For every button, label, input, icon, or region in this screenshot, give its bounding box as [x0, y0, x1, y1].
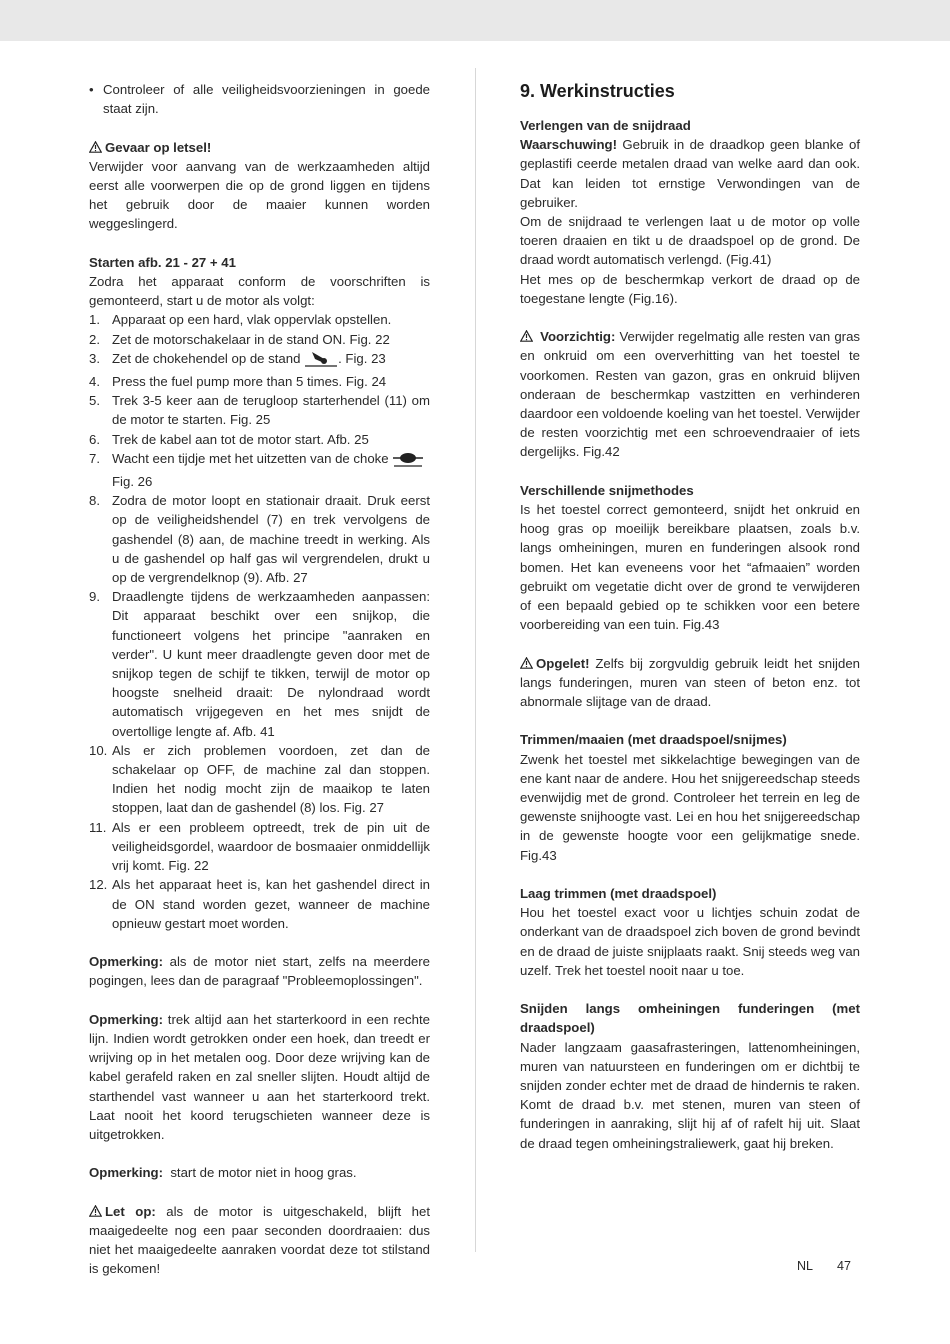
subsection-title: Laag trimmen (met draadspoel): [520, 886, 717, 902]
paragraph: Nader langzaam gaasafrasteringen, lattenomheiningen, muren van natuursteen en funderingen om er dichtbij te snijden zonder echter met de draad de hindernis te raken. Komt de draad b.v. met stenen, muren van steen of funderingen in aanraking, slijt hij af of rafelt hij uit. Slaat de draad tegen omheiningstraliewerk, gaat hij breken.: [520, 1039, 860, 1151]
danger-text: Verwijder voor aanvang van de werkzaamheden altijd eerst alle voorwerpen die op de grond liggen en tijdens het gebruik door de maaier kunnen worden weggeslingerd.: [89, 158, 430, 232]
list-item: 10. Als er zich problemen voordoen, zet dan de schakelaar op OFF, de machine zal dan stoppen. Indien het nodig mocht zijn de maaikop te laten stoppen, laat dan de gashendel (8) los. Fig. 27: [89, 742, 430, 816]
top-header-band: [0, 0, 950, 41]
subsection-title: Verschillende snijmethodes: [520, 482, 694, 498]
list-item: 11. Als er een probleem optreedt, trek de pin uit de veiligheidsgordel, waardoor de bosmaaier onmiddellijk vrij komt. Fig. 22: [89, 819, 430, 874]
paragraph: Het mes op de beschermkap verkort de draad op de toegestane lengte (Fig.16).: [520, 271, 860, 306]
start-title: Starten afb. 21 - 27 + 41: [89, 254, 236, 270]
list-item: 4. Press the fuel pump more than 5 times. Fig. 24: [89, 374, 387, 390]
list-item: 5. Trek 3-5 keer aan de terugloop starterhendel (11) om de motor te starten. Fig. 25: [89, 393, 430, 428]
subsection-title: Verlengen van de snijdraad: [520, 118, 691, 133]
paragraph: Is het toestel correct gemonteerd, snijdt het onkruid en hoog gras op moeilijk bereikbare plaatsen, zoals b.v. langs omheiningen, muren en funderingen alsook rond bomen. Het kan eveneens voor het “afmaaien” worden gebruikt om vegetatie dicht over de grond te verwijderen of een bepaald gebied op te schikken voor een betere voorbereiding van een tuin. Fig.43: [520, 502, 860, 633]
paragraph: Zwenk het toestel met sikkelachtige bewegingen van de ene kant naar de andere. Hou het snijgereedschap steeds evenwijdig met de grond. Controleer het terrein en leg de gewenste snijhoogte vast. Lei en hou het snijgereedschap in de gewenste hoogte voor een gelijkmatige snede. Fig.43: [520, 751, 860, 863]
warning-triangle-icon: [520, 330, 533, 342]
danger-title: Gevaar op letsel!: [89, 138, 430, 157]
list-item: 8. Zodra de motor loopt en stationair draait. Druk eerst op de veiligheidshendel (7) en trek vervolgens de gashendel (8) aan, de machine treedt in werking. Als u de gashendel op half gas wil vergrendelen, drukt u op de vergrendelknop (9). Afb. 27: [89, 493, 430, 586]
page-number: 47: [837, 1259, 851, 1273]
choke-open-icon: [392, 449, 424, 472]
list-item: 2. Zet de motorschakelaar in de stand ON. Fig. 22: [89, 331, 390, 347]
list-item: 7. Wacht een tijdje met het uitzetten van de choke Fig. 26: [89, 449, 430, 491]
paragraph: Om de snijdraad te verlengen laat u de motor op volle toeren draaien en tikt u de draadspoel op de grond. De draad wordt automatisch verlengd. (Fig.41): [520, 214, 860, 268]
bullet-item: • Controleer of alle veiligheidsvoorzieningen in goede staat zijn.: [89, 82, 430, 117]
section-heading: 9. Werkinstructies: [520, 81, 675, 101]
note-2: Opmerking: trek altijd aan het starterkoord in een rechte lijn. Indien wordt getrokken onder een hoek, dan treedt er wrijving op in het metalen oog. Door deze wrijving kan de kabel gerafeld raken en zal sneller slijten. Houdt altijd de starthendel vast wanneer u aan het starterkoord trekt. Laat nooit het koord terugschieten wanneer deze is uitgetrokken.: [89, 1011, 430, 1142]
column-divider: [475, 68, 476, 1252]
warning-triangle-icon: [520, 657, 533, 669]
note-3: Opmerking: start de motor niet in hoog gras.: [89, 1165, 357, 1181]
right-column: [520, 80, 860, 1153]
warning-paragraph: Waarschuwing! Gebruik in de draadkop geen blanke of geplastifi ceerde metalen draad van welke aard dan ook. Dat kan leiden tot ernstige Verwondingen van de gebruiker.: [520, 137, 860, 210]
paragraph: Hou het toestel exact voor u lichtjes schuin zodat de onderkant van de draadspoel zich boven de grond bevindt en de draad de juiste snijplaats raakt. Snij steeds weg van uzelf. Trek het toestel nooit naar u toe.: [520, 905, 860, 978]
list-item: 6. Trek de kabel aan tot de motor start. Afb. 25: [89, 431, 369, 447]
list-item: 3. Zet de chokehendel op de stand . Fig. 23: [89, 349, 430, 372]
footer-language: NL: [797, 1259, 813, 1273]
list-item: 1. Apparaat op een hard, vlak oppervlak opstellen.: [89, 312, 392, 328]
caution-note: Let op: als de motor is uitgeschakeld, blijft het maaigedeelte nog een paar seconden doordraaien: dus niet het maaigedeelte aanraken voordat deze tot stilstand is gekomen!: [89, 1203, 431, 1277]
list-item: 12. Als het apparaat heet is, kan het gashendel direct in de ON stand worden gezet, wanneer de machine opnieuw gestart moet worden.: [89, 877, 430, 931]
start-intro: Zodra het apparaat conform de voorschriften is gemonteerd, start u de motor als volgt:: [89, 274, 430, 309]
choke-closed-icon: [304, 349, 338, 372]
warning-triangle-icon: [89, 1205, 102, 1217]
list-item: 9. Draadlengte tijdens de werkzaamheden aanpassen: Dit apparaat beschikt over een snijkop, die functioneert volgens het principe "aanraken en verder". U kunt meer draadlengte geven door met de snijkop tegen de schijf te tikken, terwijl de motor op hoogste snelheid draait: De nylondraad wordt automatisch vrijgegeven en het mes snijdt de overtollige lengte af. Afb. 41: [89, 589, 430, 739]
bullet-dot-icon: •: [89, 82, 94, 97]
start-steps-list: [89, 310, 430, 933]
left-column: [89, 80, 430, 1279]
warning-triangle-icon: [89, 141, 102, 153]
caution-paragraph: Voorzichtig: Verwijder regelmatig alle resten van gras en onkruid om een oververhitting van het toestel te voorkomen. Resten van gazon, gras en onkruid blijven onderaan de beschermkap vastzitten en verhinderen daardoor een voldoende koeling van het toestel. Verwijder de resten voorzichtig met een schroevendraaier of iets dergelijks. Fig.42: [520, 329, 860, 460]
subsection-title: Trimmen/maaien (met draadspoel/snijmes): [520, 732, 787, 748]
note-1: Opmerking: als de motor niet start, zelfs na meerdere pogingen, lees dan de paragraaf "Probleemoplossingen".: [89, 954, 430, 989]
subsection-title: Snijden langs omheiningen funderingen (met draadspoel): [520, 1001, 860, 1036]
attention-paragraph: Opgelet! Zelfs bij zorgvuldig gebruik leidt het snijden langs funderingen, muren van steen of beton enz. tot abnormale slijtage van de draad.: [520, 655, 860, 710]
